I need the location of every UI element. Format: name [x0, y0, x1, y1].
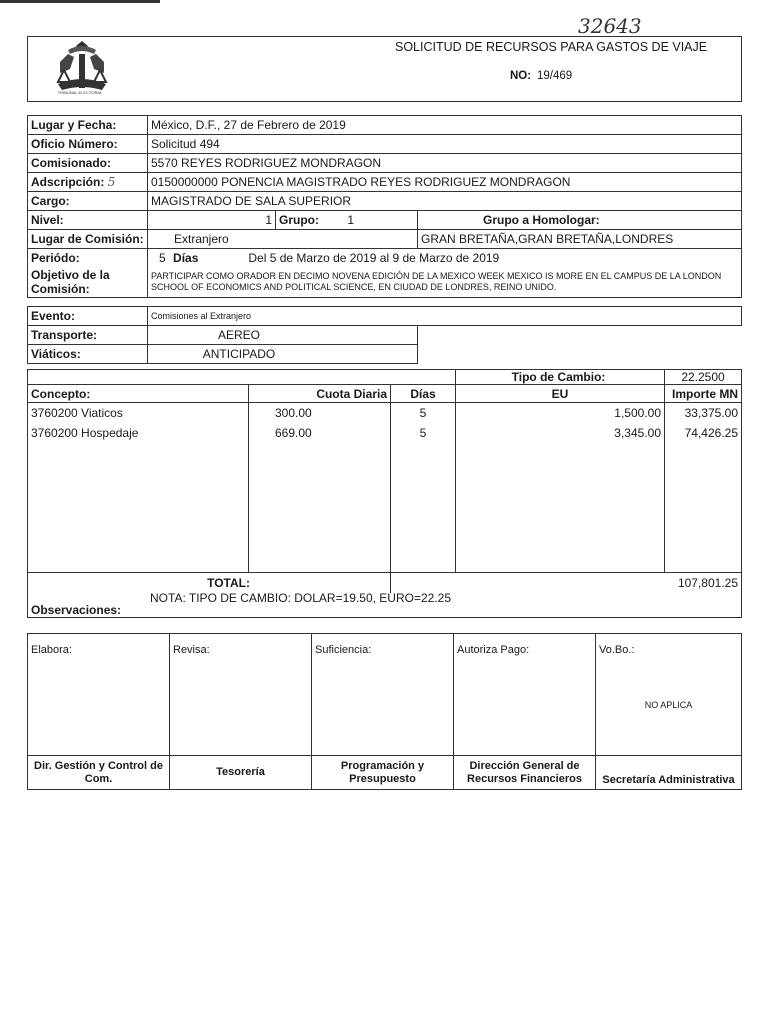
row-lugar-fecha — [28, 116, 742, 135]
logo-caption: TRIBUNAL ELECTORAL — [57, 90, 103, 95]
total-label: TOTAL: — [28, 573, 391, 593]
lugar-fecha-label: Lugar y Fecha: — [28, 116, 148, 135]
vobo-note: NO APLICA — [644, 700, 693, 710]
nivel-value: 1 — [148, 211, 276, 230]
row-evento — [28, 307, 742, 326]
tipo-cambio-value: 22.2500 — [665, 370, 742, 385]
eu-cell: 1,500.00 — [456, 403, 665, 423]
handwritten-mark: 5 — [107, 175, 116, 189]
tipo-cambio-row — [28, 370, 742, 385]
row-comisionado — [28, 154, 742, 173]
homologar-cell — [418, 211, 742, 230]
comisionado-value: 5570 REYES RODRIGUEZ MONDRAGON — [148, 154, 742, 173]
grupo-cell — [276, 211, 418, 230]
sig-title-programacion: Programación y Presupuesto — [312, 756, 454, 790]
row-periodo — [28, 249, 742, 268]
cargo-value: MAGISTRADO DE SALA SUPERIOR — [148, 192, 742, 211]
row-oficio — [28, 135, 742, 154]
cuota-cell: 300.00 — [249, 403, 391, 423]
oficio-label: Oficio Número: — [28, 135, 148, 154]
observaciones-row — [28, 593, 742, 618]
header-eu: EU — [456, 385, 665, 403]
cuota-cell: 669.00 — [249, 423, 391, 443]
elabora-label: Elabora: — [31, 644, 72, 656]
header-concepto: Concepto: — [28, 385, 249, 403]
lugar-comision-value: Extranjero — [148, 230, 418, 249]
autoriza-pago-cell — [454, 634, 596, 756]
row-transporte — [28, 326, 742, 345]
revisa-label: Revisa: — [173, 644, 210, 656]
concepto-cell: 3760200 Hospedaje — [28, 423, 249, 443]
table-row — [28, 423, 742, 443]
dias-cell: 5 — [391, 423, 456, 443]
header-cuota: Cuota Diaria — [249, 385, 391, 403]
cargo-label: Cargo: — [28, 192, 148, 211]
lugar-fecha-value: México, D.F., 27 de Febrero de 2019 — [148, 116, 742, 135]
concepto-cell: 3760200 Viaticos — [28, 403, 249, 423]
sig-title-recursos: Dirección General de Recursos Financieros — [454, 756, 596, 790]
total-row — [28, 573, 742, 593]
row-adscripcion — [28, 173, 742, 192]
adscripcion-value: 0150000000 PONENCIA MAGISTRADO REYES RODRIGUEZ MONDRAGON — [148, 173, 742, 192]
elabora-cell — [28, 634, 170, 756]
vobo-label: Vo.Bo.: — [599, 644, 635, 656]
row-lugar-comision — [28, 230, 742, 249]
table-row — [28, 403, 742, 423]
document-title: SOLICITUD DE RECURSOS PARA GASTOS DE VIAJE — [395, 40, 708, 54]
eu-cell: 3,345.00 — [456, 423, 665, 443]
sig-title-secretaria: Secretaría Administrativa — [596, 756, 742, 790]
vobo-cell — [596, 634, 742, 756]
header-dias: Días — [391, 385, 456, 403]
nivel-label: Nivel: — [28, 211, 148, 230]
row-cargo — [28, 192, 742, 211]
tipo-cambio-label: Tipo de Cambio: — [456, 370, 665, 385]
evento-value: Comisiones al Extranjero — [148, 307, 742, 326]
row-nivel — [28, 211, 742, 230]
comisionado-label: Comisionado: — [28, 154, 148, 173]
homologar-label: Grupo a Homologar: — [483, 213, 600, 227]
objetivo-value: PARTICIPAR COMO ORADOR EN DECIMO NOVENA EDICIÓN DE LA MEXICO WEEK MEXICO IS MORE EN EL CAMPUS DE LA LONDON SCHOOL OF ECONOMICS AND POLITICAL SCIENCE, EN CIUDAD DE LONDRES, REINO UNIDO. — [148, 267, 742, 298]
sig-title-gestion: Dir. Gestión y Control de Com. — [28, 756, 170, 790]
importe-cell: 74,426.25 — [665, 423, 742, 443]
sig-title-tesoreria: Tesorería — [170, 756, 312, 790]
request-number-label: NO: — [510, 70, 532, 82]
periodo-label: Periódo: — [28, 249, 148, 268]
oficio-value: Solicitud 494 — [148, 135, 742, 154]
commission-info-table — [27, 115, 742, 364]
suficiencia-cell — [312, 634, 454, 756]
handwritten-folio: 32643 — [578, 14, 642, 38]
objetivo-label: Objetivo de la Comisión: — [28, 267, 148, 298]
viaticos-label: Viáticos: — [28, 345, 148, 364]
adscripcion-label: Adscripción: — [31, 175, 105, 189]
adscripcion-label-cell — [28, 173, 148, 192]
suficiencia-label: Suficiencia: — [315, 644, 372, 656]
transporte-label: Transporte: — [28, 326, 148, 345]
row-spacer — [28, 298, 742, 307]
signatures-row — [28, 634, 742, 756]
signatures-table — [27, 633, 742, 790]
concepts-table — [27, 369, 742, 618]
empty-rows-area — [28, 443, 742, 573]
lugar-comision-label: Lugar de Comisión: — [28, 230, 148, 249]
total-value: 107,801.25 — [391, 573, 742, 593]
grupo-value: 1 — [347, 213, 354, 227]
dias-cell: 5 — [391, 403, 456, 423]
autoriza-pago-label: Autoriza Pago: — [457, 644, 530, 656]
transporte-value: AEREO — [148, 326, 418, 345]
grupo-label: Grupo: — [279, 213, 319, 227]
concepts-header-row — [28, 385, 742, 403]
lugar-comision-dest: GRAN BRETAÑA,GRAN BRETAÑA,LONDRES — [418, 230, 742, 249]
periodo-days: 5 — [159, 251, 166, 265]
observaciones-value: NOTA: TIPO DE CAMBIO: DOLAR=19.50, EURO=22.25 — [150, 592, 451, 605]
signature-titles-row — [28, 756, 742, 790]
periodo-cell — [148, 249, 742, 268]
request-number-value: 19/469 — [537, 70, 573, 82]
viaticos-value: ANTICIPADO — [148, 345, 418, 364]
importe-cell: 33,375.00 — [665, 403, 742, 423]
revisa-cell — [170, 634, 312, 756]
row-viaticos — [28, 345, 742, 364]
scan-top-bar — [0, 0, 160, 3]
periodo-days-label: Días — [173, 251, 199, 265]
header-importe: Importe MN — [665, 385, 742, 403]
observaciones-label: Observaciones: — [31, 602, 122, 617]
row-objetivo — [28, 267, 742, 298]
observaciones-cell — [28, 593, 742, 618]
evento-label: Evento: — [28, 307, 148, 326]
periodo-range: Del 5 de Marzo de 2019 al 9 de Marzo de 2019 — [248, 251, 500, 265]
